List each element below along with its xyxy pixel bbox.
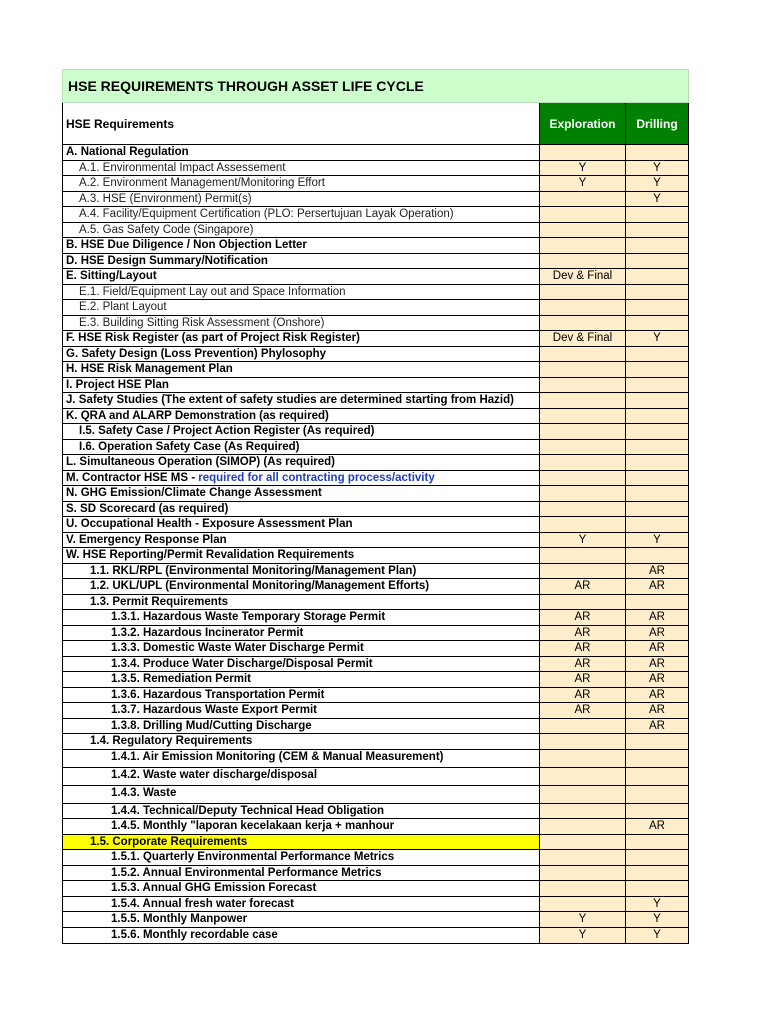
drilling-cell[interactable] [626,750,688,767]
drilling-cell[interactable]: Y [626,897,688,912]
drilling-cell[interactable] [626,362,688,377]
drilling-cell[interactable] [626,548,688,563]
requirement-cell[interactable] [63,533,540,548]
table-row [63,409,688,425]
requirement-label: L. Simultaneous Operation (SIMOP) (As required) [66,456,335,468]
requirement-label: 1.5.1. Quarterly Environmental Performance Metrics [111,851,395,863]
spreadsheet [62,69,689,944]
exploration-cell[interactable] [540,750,626,767]
requirement-cell[interactable] [63,804,540,819]
table-row [63,471,688,487]
exploration-cell[interactable]: AR [540,610,626,625]
table-row [63,881,688,897]
requirement-label: 1.3.3. Domestic Waste Water Discharge Permit [111,642,364,654]
requirement-label: I. Project HSE Plan [66,378,169,391]
requirement-label: V. Emergency Response Plan [66,533,227,546]
drilling-cell[interactable] [626,866,688,881]
requirement-label: I.5. Safety Case / Project Action Register (As required) [79,425,375,437]
drilling-cell[interactable]: AR [626,626,688,641]
requirement-label: 1.5.4. Annual fresh water forecast [111,897,295,910]
drilling-cell[interactable] [626,517,688,532]
drilling-cell[interactable] [626,316,688,331]
table-row [63,734,688,750]
table-row [63,626,688,642]
requirement-cell[interactable] [63,564,540,579]
exploration-cell[interactable] [540,734,626,749]
drilling-cell[interactable] [626,254,688,269]
exploration-cell[interactable] [540,424,626,439]
requirement-label: 1.4.4. Technical/Deputy Technical Head Obligation [111,804,385,817]
requirement-label: 1.2. UKL/UPL (Environmental Monitoring/Management Efforts) [90,580,430,592]
requirement-cell[interactable] [63,928,540,944]
requirement-cell[interactable] [63,440,540,455]
requirement-cell[interactable] [63,688,540,703]
exploration-cell[interactable]: AR [540,626,626,641]
exploration-cell[interactable]: AR [540,641,626,656]
exploration-cell[interactable] [540,486,626,501]
drilling-cell[interactable]: Y [626,176,688,191]
exploration-cell[interactable] [540,393,626,408]
drilling-cell[interactable]: Y [626,192,688,207]
drilling-cell[interactable] [626,734,688,749]
table-row [63,850,688,866]
requirement-note: required for all contracting process/activity [198,471,435,484]
requirement-label: 1.5.3. Annual GHG Emission Forecast [111,882,317,894]
drilling-cell[interactable]: Y [626,912,688,927]
drilling-cell[interactable] [626,835,688,850]
requirement-cell[interactable] [63,486,540,501]
drilling-cell[interactable]: AR [626,579,688,594]
exploration-cell[interactable] [540,819,626,834]
requirement-cell[interactable] [63,207,540,222]
requirement-label: I.6. Operation Safety Case (As Required) [79,440,300,453]
drilling-cell[interactable] [626,207,688,222]
exploration-cell[interactable] [540,548,626,563]
drilling-cell[interactable] [626,502,688,517]
drilling-cell[interactable]: AR [626,819,688,834]
requirement-label: 1.5.5. Monthly Manpower [111,913,248,925]
exploration-cell[interactable] [540,207,626,222]
requirement-cell[interactable] [63,362,540,377]
table-row [63,786,688,804]
requirement-label: 1.5.6. Monthly recordable case [111,928,278,941]
drilling-cell[interactable] [626,223,688,238]
requirement-cell[interactable] [63,502,540,517]
requirement-label: 1.5.2. Annual Environmental Performance Metrics [111,866,382,879]
sheet-title-text: HSE REQUIREMENTS THROUGH ASSET LIFE CYCLE [68,78,424,94]
requirement-cell[interactable] [63,719,540,734]
exploration-cell[interactable]: Y [540,533,626,548]
drilling-cell[interactable] [626,804,688,819]
requirement-cell[interactable] [63,866,540,881]
requirement-cell[interactable] [63,192,540,207]
requirement-label: J. Safety Studies (The extent of safety studies are determined starting from Hazid) [66,394,514,406]
requirement-label: 1.3.7. Hazardous Waste Export Permit [111,704,318,716]
exploration-cell[interactable] [540,362,626,377]
requirement-cell[interactable] [63,641,540,656]
requirement-label: 1.4.1. Air Emission Monitoring (CEM & Manual Measurement) [111,750,444,763]
requirement-label: A.1. Environmental Impact Assessement [79,161,286,174]
exploration-cell[interactable] [540,595,626,610]
exploration-cell[interactable] [540,223,626,238]
exploration-cell[interactable]: Y [540,912,626,927]
table-row [63,393,688,409]
requirement-cell[interactable] [63,881,540,896]
exploration-cell[interactable]: Y [540,161,626,176]
requirement-cell[interactable] [63,176,540,191]
requirement-cell[interactable] [63,819,540,834]
table-row [63,533,688,549]
table-row [63,440,688,456]
drilling-cell[interactable]: Y [626,161,688,176]
requirement-label: 1.4.3. Waste [111,786,177,799]
exploration-cell[interactable] [540,502,626,517]
requirement-cell[interactable] [63,393,540,408]
exploration-cell[interactable]: Dev & Final [540,331,626,346]
requirement-label: 1.4.5. Monthly "laporan kecelakaan kerja + manhour [111,820,395,832]
exploration-cell[interactable] [540,285,626,300]
table-row [63,657,688,673]
drilling-cell[interactable]: AR [626,688,688,703]
requirement-cell[interactable] [63,517,540,532]
exploration-cell[interactable] [540,564,626,579]
table-row [63,161,688,177]
drilling-cell[interactable]: Y [626,331,688,346]
drilling-cell[interactable] [626,378,688,393]
table-row [63,703,688,719]
table-row [63,269,688,285]
requirement-label: G. Safety Design (Loss Prevention) Phylosophy [66,347,327,360]
requirement-cell[interactable] [63,734,540,749]
drilling-cell[interactable]: AR [626,703,688,718]
requirement-cell[interactable] [63,626,540,641]
exploration-cell[interactable] [540,881,626,896]
requirement-cell[interactable] [63,424,540,439]
requirement-cell[interactable] [63,912,540,927]
requirement-label: K. QRA and ALARP Demonstration (as required) [66,409,329,422]
table-row [63,145,688,161]
requirement-cell[interactable] [63,768,540,785]
table-row [63,768,688,786]
requirement-cell[interactable] [63,285,540,300]
exploration-cell[interactable]: Dev & Final [540,269,626,284]
table-row [63,223,688,239]
exploration-cell[interactable]: AR [540,688,626,703]
drilling-cell[interactable] [626,300,688,315]
table-row [63,641,688,657]
table-row [63,912,688,928]
requirement-cell[interactable] [63,145,540,160]
requirement-cell[interactable] [63,455,540,470]
exploration-cell[interactable]: Y [540,928,626,944]
requirement-label: B. HSE Due Diligence / Non Objection Letter [66,239,307,251]
requirement-cell[interactable] [63,409,540,424]
table-row [63,378,688,394]
requirement-label: E. Sitting/Layout [66,270,157,282]
table-row [63,866,688,882]
exploration-cell[interactable] [540,254,626,269]
requirement-label: H. HSE Risk Management Plan [66,363,233,375]
requirement-cell[interactable] [63,238,540,253]
requirement-label: 1.3.8. Drilling Mud/Cutting Discharge [111,719,312,732]
table-row [63,564,688,580]
exploration-cell[interactable]: AR [540,672,626,687]
requirement-label: E.1. Field/Equipment Lay out and Space Information [79,285,346,298]
requirement-cell[interactable] [63,703,540,718]
table-row [63,300,688,316]
table-row [63,254,688,270]
exploration-cell[interactable] [540,835,626,850]
table-row [63,316,688,332]
table-row [63,176,688,192]
table-row [63,285,688,301]
requirement-cell[interactable] [63,316,540,331]
requirement-cell[interactable] [63,548,540,563]
drilling-cell[interactable] [626,471,688,486]
requirement-cell[interactable] [63,223,540,238]
exploration-cell[interactable]: AR [540,579,626,594]
table-row [63,362,688,378]
table-row [63,595,688,611]
requirement-label: 1.3.5. Remediation Permit [111,673,251,685]
requirement-cell[interactable] [63,835,540,850]
table-row [63,750,688,768]
exploration-cell[interactable] [540,192,626,207]
sheet-title [62,69,689,103]
requirement-cell[interactable] [63,850,540,865]
requirement-label: E.3. Building Sitting Risk Assessment (Onshore) [79,316,325,329]
drilling-cell[interactable] [626,145,688,160]
requirement-cell[interactable] [63,300,540,315]
table-row [63,347,688,363]
exploration-cell[interactable] [540,850,626,865]
drilling-cell[interactable] [626,881,688,896]
table-row [63,835,688,851]
table-row [63,672,688,688]
requirement-cell[interactable] [63,750,540,767]
drilling-cell[interactable]: AR [626,672,688,687]
table-row [63,804,688,820]
table-row [63,688,688,704]
requirement-label: 1.3. Permit Requirements [90,595,229,608]
exploration-cell[interactable] [540,786,626,803]
exploration-cell[interactable] [540,300,626,315]
exploration-cell[interactable] [540,897,626,912]
requirement-cell[interactable] [63,269,540,284]
drilling-cell[interactable] [626,285,688,300]
table-row [63,238,688,254]
drilling-cell[interactable] [626,786,688,803]
table-row [63,928,688,944]
requirement-cell[interactable] [63,161,540,176]
drilling-cell[interactable] [626,455,688,470]
requirement-label: A.5. Gas Safety Code (Singapore) [79,223,254,236]
drilling-cell[interactable]: AR [626,610,688,625]
drilling-cell[interactable]: AR [626,564,688,579]
exploration-cell[interactable] [540,455,626,470]
drilling-cell[interactable] [626,595,688,610]
requirement-cell[interactable] [63,378,540,393]
header-requirements[interactable]: HSE Requirements [63,103,540,144]
drilling-cell[interactable] [626,486,688,501]
table-row [63,331,688,347]
drilling-cell[interactable] [626,238,688,253]
exploration-cell[interactable] [540,347,626,362]
requirements-table [62,145,689,944]
table-row [63,424,688,440]
header-drilling[interactable]: Drilling [626,103,688,144]
table-row [63,502,688,518]
exploration-cell[interactable] [540,440,626,455]
table-row [63,548,688,564]
requirement-label: N. GHG Emission/Climate Change Assessment [66,487,322,499]
exploration-cell[interactable] [540,719,626,734]
exploration-cell[interactable]: AR [540,657,626,672]
requirement-label: F. HSE Risk Register (as part of Project Risk Register) [66,332,360,344]
requirement-label: 1.3.2. Hazardous Incinerator Permit [111,626,304,639]
requirement-cell[interactable] [63,786,540,803]
requirement-label: A. National Regulation [66,146,189,158]
exploration-cell[interactable]: AR [540,703,626,718]
requirement-label: 1.5. Corporate Requirements [90,835,248,848]
table-row [63,819,688,835]
drilling-cell[interactable] [626,409,688,424]
drilling-cell[interactable] [626,393,688,408]
requirement-cell[interactable] [63,595,540,610]
requirement-cell[interactable] [63,331,540,346]
requirement-cell[interactable] [63,897,540,912]
exploration-cell[interactable] [540,238,626,253]
requirement-label: A.3. HSE (Environment) Permit(s) [79,192,252,205]
exploration-cell[interactable] [540,145,626,160]
requirement-cell[interactable] [63,657,540,672]
exploration-cell[interactable] [540,378,626,393]
table-row [63,719,688,735]
table-row [63,455,688,471]
exploration-cell[interactable] [540,804,626,819]
table-row [63,207,688,223]
table-row [63,486,688,502]
drilling-cell[interactable] [626,440,688,455]
requirement-label: E.2. Plant Layout [79,301,167,313]
exploration-cell[interactable] [540,316,626,331]
requirement-label: A.4. Facility/Equipment Certification (PLO: Persertujuan Layak Operation) [79,208,454,220]
requirement-label: W. HSE Reporting/Permit Revalidation Requirements [66,549,355,561]
requirement-label: D. HSE Design Summary/Notification [66,254,268,267]
drilling-cell[interactable]: AR [626,641,688,656]
requirement-cell[interactable] [63,579,540,594]
drilling-cell[interactable] [626,768,688,785]
header-row [62,103,689,145]
exploration-cell[interactable] [540,517,626,532]
requirement-cell[interactable] [63,347,540,362]
exploration-cell[interactable] [540,471,626,486]
drilling-cell[interactable] [626,269,688,284]
table-row [63,610,688,626]
requirement-label: 1.3.4. Produce Water Discharge/Disposal Permit [111,657,373,670]
drilling-cell[interactable] [626,424,688,439]
header-exploration[interactable]: Exploration [540,103,626,144]
exploration-cell[interactable] [540,866,626,881]
drilling-cell[interactable] [626,850,688,865]
table-row [63,192,688,208]
drilling-cell[interactable] [626,347,688,362]
table-row [63,897,688,913]
requirement-label: 1.3.6. Hazardous Transportation Permit [111,688,325,701]
drilling-cell[interactable]: Y [626,928,688,944]
requirement-label: 1.3.1. Hazardous Waste Temporary Storage Permit [111,611,386,623]
drilling-cell[interactable]: AR [626,719,688,734]
requirement-label: S. SD Scorecard (as required) [66,502,229,515]
requirement-label: M. Contractor HSE MS - [66,471,199,484]
requirement-cell[interactable] [63,610,540,625]
requirement-label: 1.4. Regulatory Requirements [90,735,253,747]
requirement-label: 1.1. RKL/RPL (Environmental Monitoring/Management Plan) [90,564,417,577]
requirement-cell[interactable] [63,471,540,486]
exploration-cell[interactable] [540,409,626,424]
drilling-cell[interactable]: AR [626,657,688,672]
requirement-cell[interactable] [63,254,540,269]
table-row [63,517,688,533]
exploration-cell[interactable] [540,768,626,785]
requirement-label: A.2. Environment Management/Monitoring Effort [79,177,325,189]
requirement-label: 1.4.2. Waste water discharge/disposal [111,768,318,781]
requirement-label: U. Occupational Health - Exposure Assessment Plan [66,518,353,530]
requirement-cell[interactable] [63,672,540,687]
exploration-cell[interactable]: Y [540,176,626,191]
table-row [63,579,688,595]
drilling-cell[interactable]: Y [626,533,688,548]
